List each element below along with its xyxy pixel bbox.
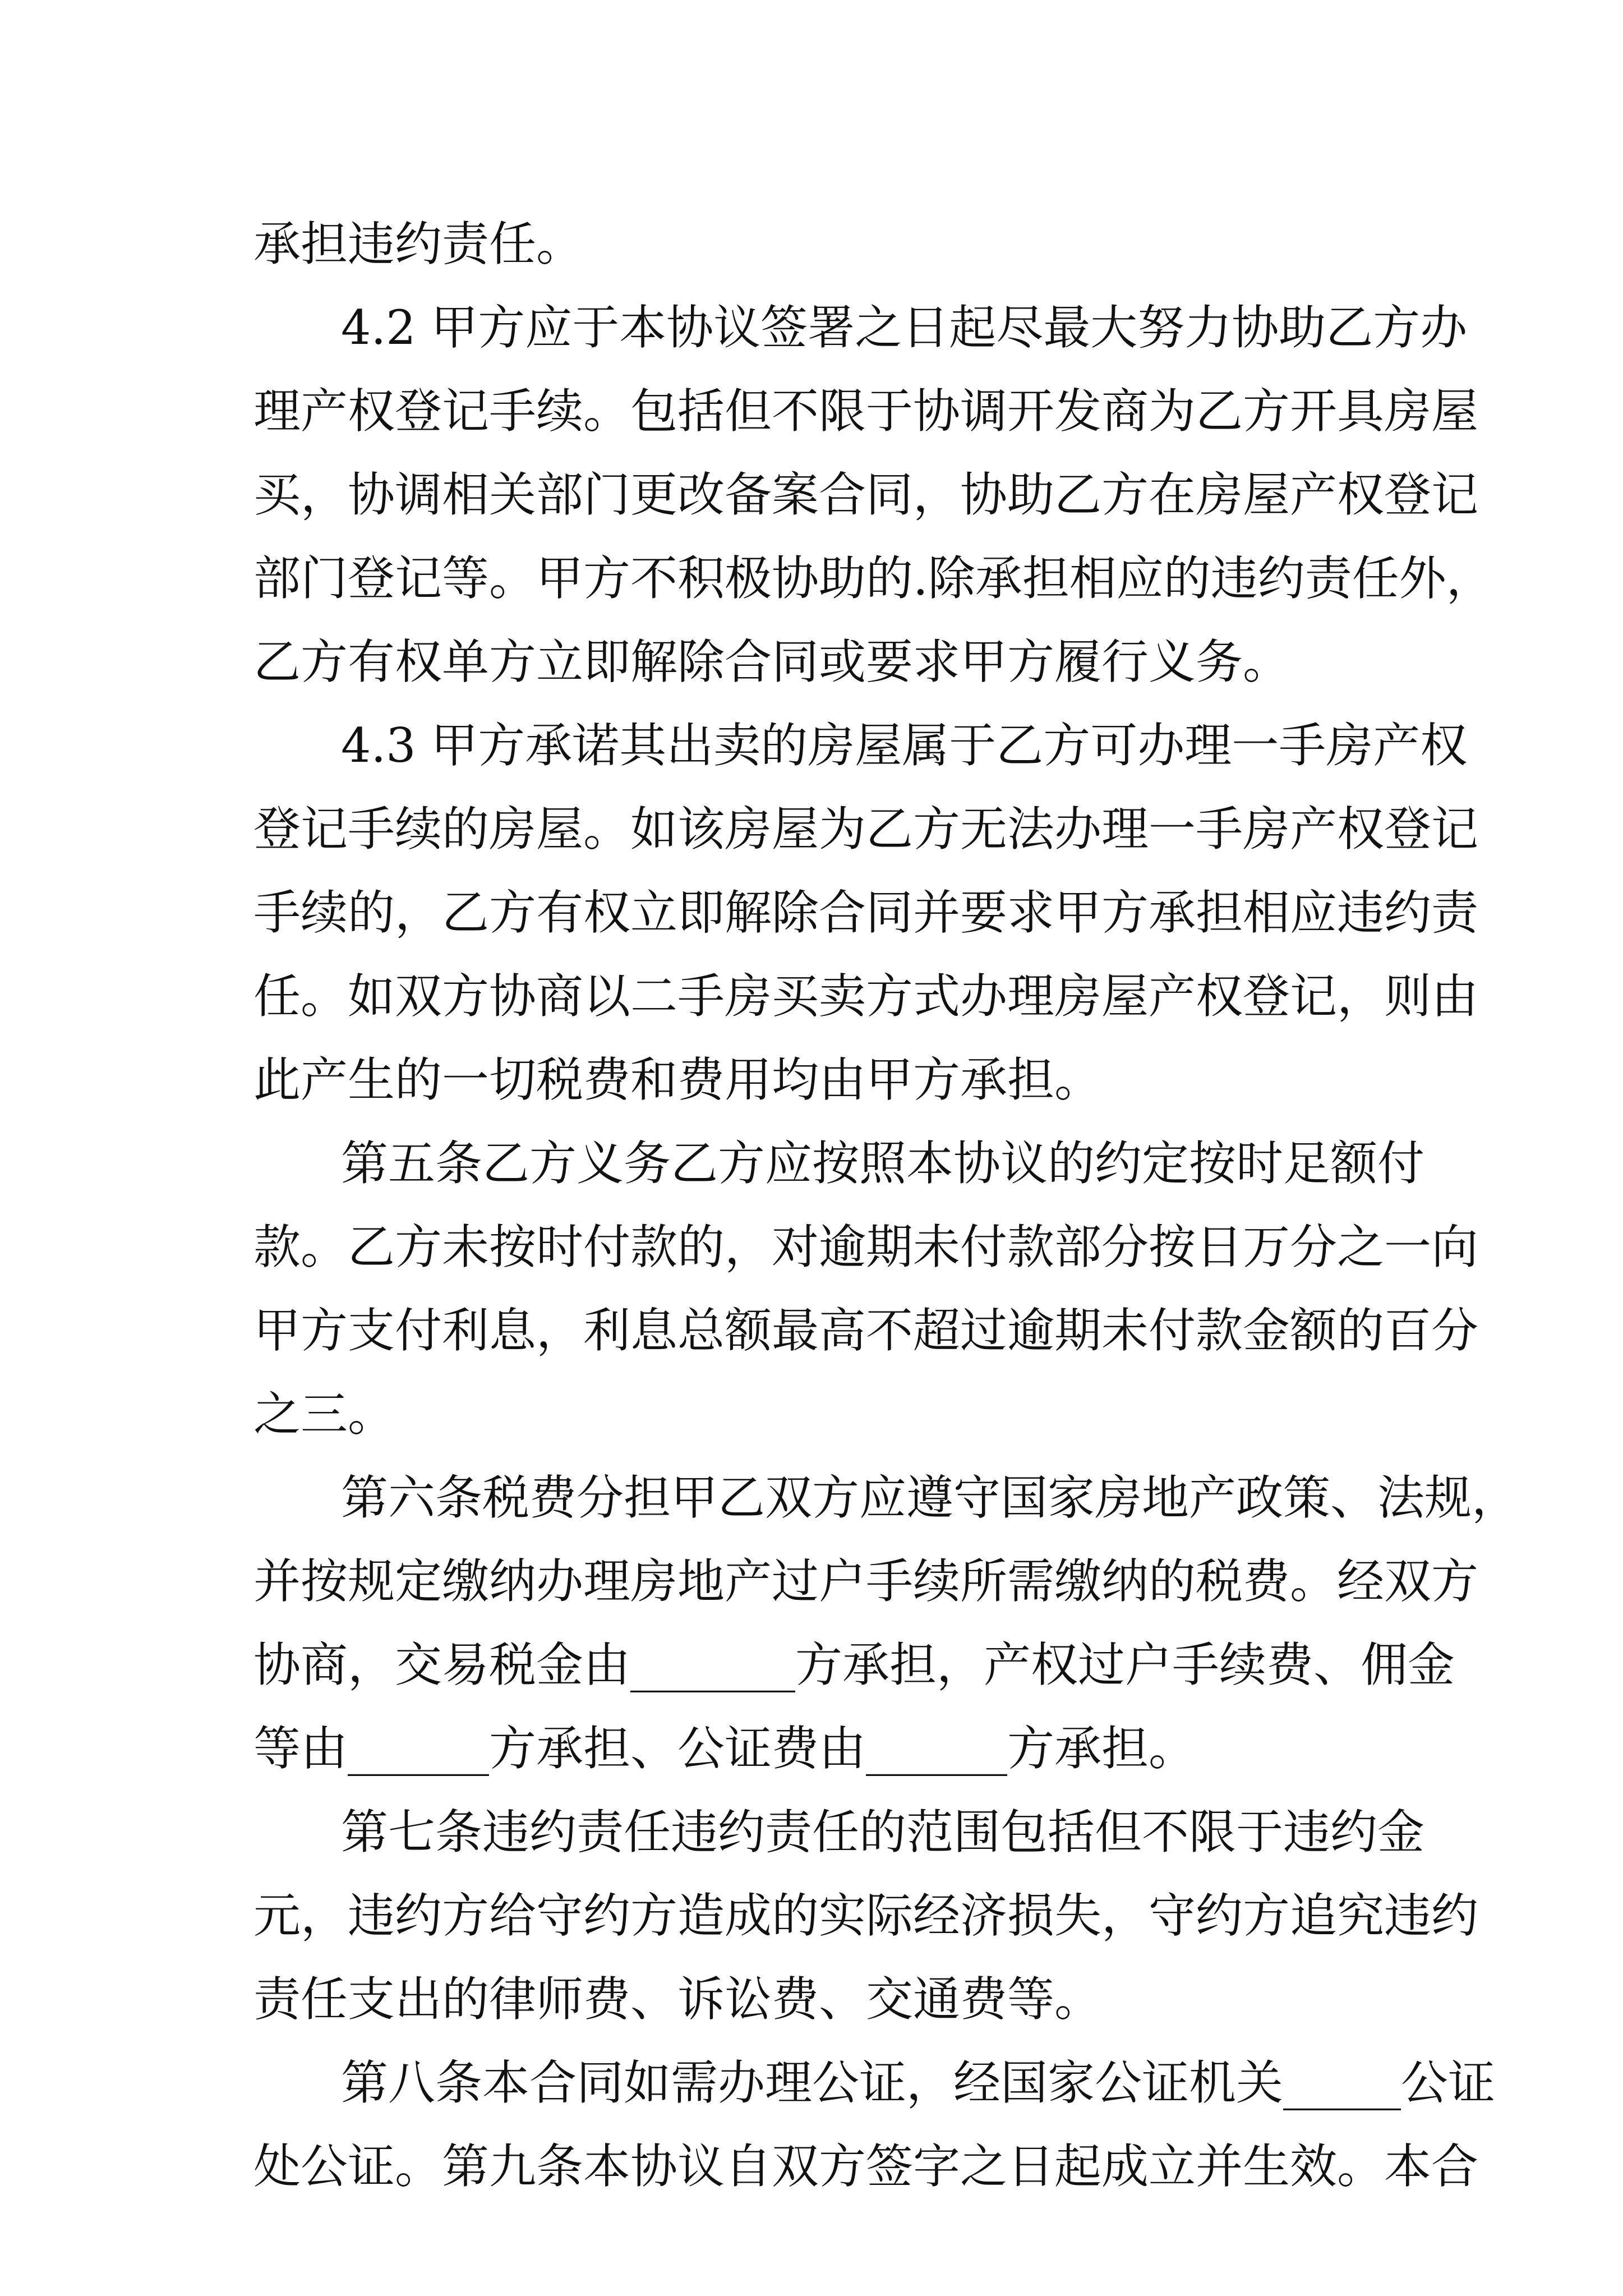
text-line: 理产权登记手续。包括但不限于协调开发商为乙方开具房屋 xyxy=(253,384,1479,439)
text-line: 买，协调相关部门更改备案合同，协助乙方在房屋产权登记 xyxy=(253,467,1479,522)
text-line: 4.2 甲方应于本协议签署之日起尽最大努力协助乙方办 xyxy=(341,300,1468,355)
text-line: 第八条本合同如需办理公证，经国家公证机关_____公证 xyxy=(341,2055,1496,2110)
text-line: 4.3 甲方承诺其出卖的房屋属于乙方可办理一手房产权 xyxy=(341,718,1468,773)
text-line: 元，违约方给守约方造成的实际经济损失，守约方追究违约 xyxy=(253,1888,1479,1943)
text-line: 款。乙方未按时付款的，对逾期未付款部分按日万分之一向 xyxy=(253,1220,1479,1274)
text-line: 任。如双方协商以二手房买卖方式办理房屋产权登记，则由 xyxy=(253,969,1479,1024)
text-line: 部门登记等。甲方不积极协助的.除承担相应的违约责任外， xyxy=(253,551,1493,606)
text-line: 登记手续的房屋。如该房屋为乙方无法办理一手房产权登记 xyxy=(253,802,1479,857)
text-line: 第五条乙方义务乙方应按照本协议的约定按时足额付 xyxy=(341,1136,1425,1191)
text-line: 责任支出的律师费、诉讼费、交通费等。 xyxy=(253,1972,1102,2027)
text-line: 之三。 xyxy=(253,1387,395,1442)
text-line: 并按规定缴纳办理房地产过户手续所需缴纳的税费。经双方 xyxy=(253,1554,1479,1609)
text-line: 第七条违约责任违约责任的范围包括但不限于违约金 xyxy=(341,1805,1425,1860)
text-line: 协商，交易税金由_______方承担，产权过户手续费、佣金 xyxy=(253,1637,1455,1692)
text-line: 甲方支付利息，利息总额最高不超过逾期未付款金额的百分 xyxy=(253,1303,1479,1358)
text-line: 手续的，乙方有权立即解除合同并要求甲方承担相应违约责 xyxy=(253,885,1479,940)
text-line: 承担违约责任。 xyxy=(253,217,584,272)
text-line: 等由______方承担、公证费由______方承担。 xyxy=(253,1721,1196,1776)
text-line: 处公证。第九条本协议自双方签字之日起成立并生效。本合 xyxy=(253,2139,1479,2194)
text-line: 乙方有权单方立即解除合同或要求甲方履行义务。 xyxy=(253,634,1290,689)
text-line: 此产生的一切税费和费用均由甲方承担。 xyxy=(253,1052,1102,1107)
text-line: 第六条税费分担甲乙双方应遵守国家房地产政策、法规， xyxy=(341,1470,1519,1525)
